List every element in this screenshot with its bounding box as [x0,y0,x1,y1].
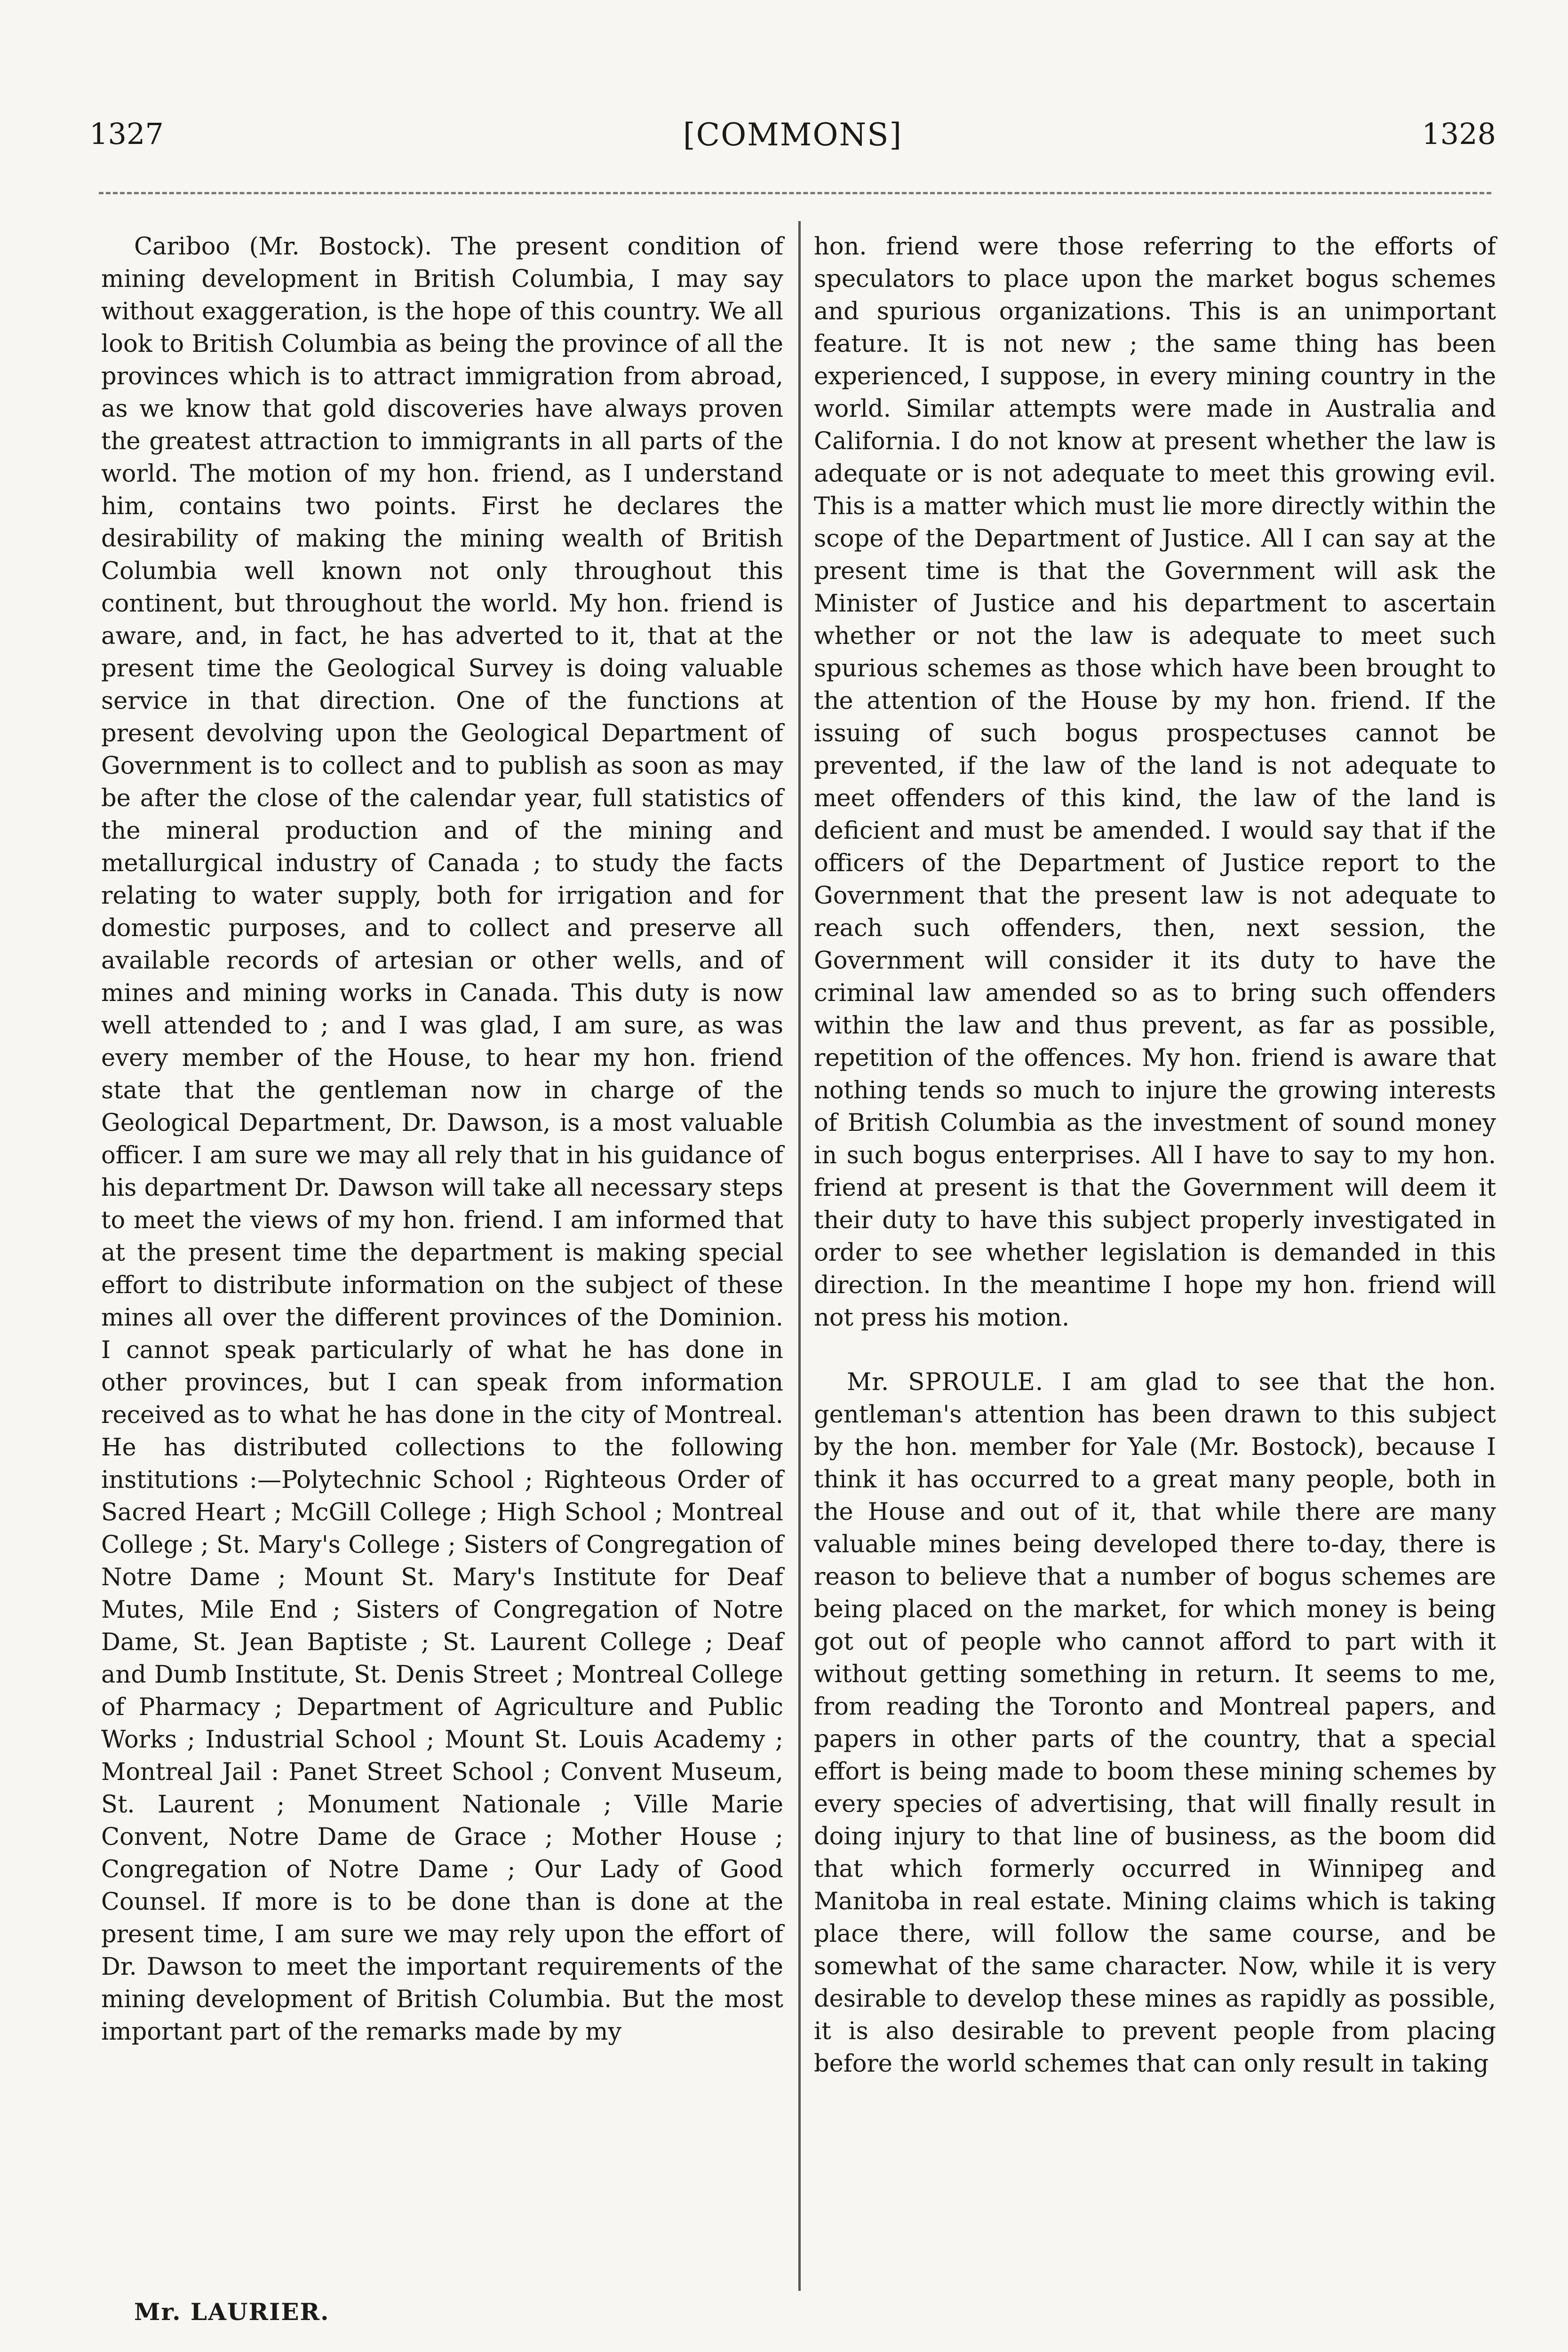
left-column [101,230,783,2048]
page-number-left: 1327 [89,117,164,151]
page-header [89,117,1496,168]
right-column-paragraph-1: hon. friend were those referring to the efforts of speculators to place upon the market bogus schemes and spurious organizations. This is an unimportant feature. It is not new ; the same thing has been experienced, I suppose, in every mining country in the world. Similar attempts were made in Australia and California. I do not know at present whether the law is adequate or is not adequate to meet this growing evil. This is a matter which must lie more directly within the scope of the Department of Justice. All I can say at the present time is that the Government will ask the Minister of Justice and his department to ascertain whether or not the law is adequate to meet such spurious schemes as those which have been brought to the attention of the House by my hon. friend. If the issuing of such bogus prospectuses cannot be prevented, if the law of the land is not adequate to meet offenders of this kind, the law of the land is deficient and must be amended. I would say that if the officers of the Department of Justice report to the Government that the present law is not adequate to reach such offenders, then, next session, the Government will consider it its duty to have the criminal law amended so as to bring such offenders within the law and thus prevent, as far as possible, repetition of the offences. My hon. friend is aware that nothing tends so much to injure the growing interests of British Columbia as the investment of sound money in such bogus enterprises. All I have to say to my hon. friend at present is that the Government will deem it their duty to have this subject properly investigated in order to see whether legislation is demanded in this direction. In the meantime I hope my hon. friend will not press his motion. [814,233,1496,1332]
column-divider [798,221,801,2291]
section-title: [COMMONS] [683,117,903,153]
footer-speaker-name: Mr. LAURIER. [134,2298,330,2326]
header-divider [99,192,1491,194]
sproule-speech-text: I am glad to see that the hon. gentleman's attention has been drawn to this subject by the hon. member for Yale (Mr. Bostock), because I think it has occurred to a great many people, both in the House and out of it, that while there are many valuable mines being developed there to-day, there is reason to believe that a number of bogus schemes are being placed on the market, for which money is being got out of people who cannot afford to part with it without getting something in return. It seems to me, from reading the Toronto and Montreal papers, and papers in other parts of the country, that a special effort is being made to boom these mining schemes by every species of advertising, that will finally result in doing injury to that line of business, as the boom did that which formerly occurred in Winnipeg and Manitoba in real estate. Mining claims which is taking place there, will follow the same course, and be somewhat of the same character. Now, while it is very desirable to develop these mines as rapidly as possible, it is also desirable to prevent people from placing before the world schemes that can only result in taking [814,1368,1496,2078]
right-column [814,230,1496,2080]
left-column-paragraph: Cariboo (Mr. Bostock). The present condition of mining development in British Columbia, I may say without exaggeration, is the hope of this country. We all look to British Columbia as being the province of all the provinces which is to attract immigration from abroad, as we know that gold discoveries have always proven the greatest attraction to immigrants in all parts of the world. The motion of my hon. friend, as I understand him, contains two points. First he declares the desirability of making the mining wealth of British Columbia well known not only throughout this continent, but throughout the world. My hon. friend is aware, and, in fact, he has adverted to it, that at the present time the Geological Survey is doing valuable service in that direction. One of the functions at present devolving upon the Geological Department of Government is to collect and to publish as soon as may be after the close of the calendar year, full statistics of the mineral production and of the mining and metallurgical industry of Canada ; to study the facts relating to water supply, both for irrigation and for domestic purposes, and to collect and preserve all available records of artesian or other wells, and of mines and mining works in Canada. This duty is now well attended to ; and I was glad, I am sure, as was every member of the House, to hear my hon. friend state that the gentleman now in charge of the Geological Department, Dr. Dawson, is a most valuable officer. I am sure we may all rely that in his guidance of his department Dr. Dawson will take all necessary steps to meet the views of my hon. friend. I am informed that at the present time the department is making special effort to distribute information on the subject of these mines all over the different provinces of the Dominion. I cannot speak particularly of what he has done in other provinces, but I can speak from information received as to what he has done in the city of Montreal. He has distributed collections to the following institutions :—Polytechnic School ; Righteous Order of Sacred Heart ; McGill College ; High School ; Montreal College ; St. Mary's College ; Sisters of Congregation of Notre Dame ; Mount St. Mary's Institute for Deaf Mutes, Mile End ; Sisters of Congregation of Notre Dame, St. Jean Baptiste ; St. Laurent College ; Deaf and Dumb Institute, St. Denis Street ; Montreal College of Pharmacy ; Department of Agriculture and Public Works ; Industrial School ; Mount St. Louis Academy ; Montreal Jail : Panet Street School ; Convent Museum, St. Laurent ; Monument Nationale ; Ville Marie Convent, Notre Dame de Grace ; Mother House ; Congregation of Notre Dame ; Our Lady of Good Counsel. If more is to be done than is done at the present time, I am sure we may rely upon the effort of Dr. Dawson to meet the important requirements of the mining development of British Columbia. But the most important part of the remarks made by my [101,233,783,2046]
page-number-right: 1328 [1422,117,1496,151]
right-column-paragraph-2 [814,1366,1496,2080]
speaker-name-sproule: Mr. SPROULE. [847,1368,1044,1396]
